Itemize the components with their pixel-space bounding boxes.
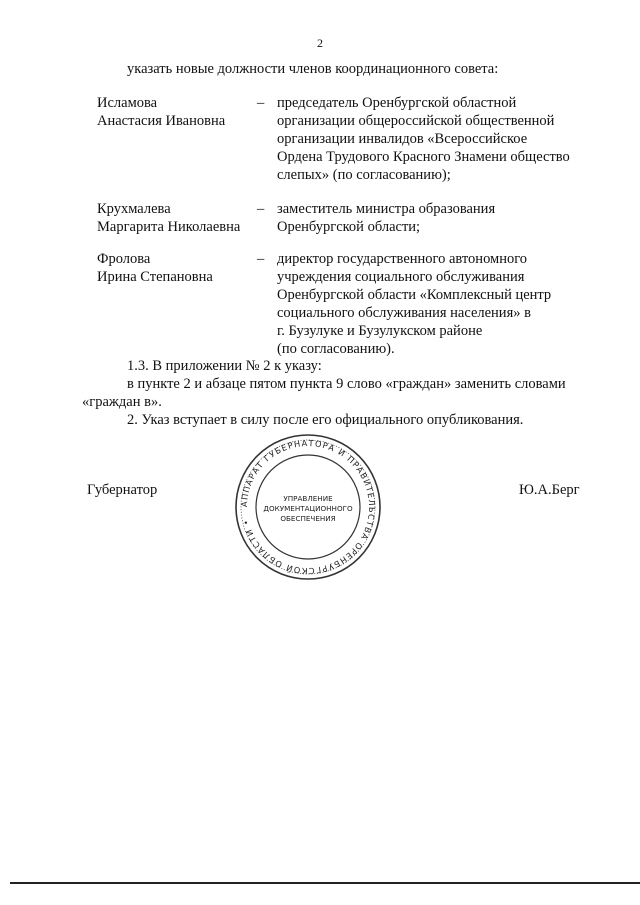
dash: – — [257, 201, 265, 217]
member-position: заместитель министра образования Оренбургской области; — [277, 201, 496, 235]
intro-line: указать новые должности членов координационного совета: — [127, 61, 499, 77]
member-position: председатель Оренбургской областной организации общероссийской общественной организации инвалидов «Всероссийское Ордена Трудового Красного Знамени общество слепых» (по согласованию); — [277, 95, 570, 183]
seal-ring-text: АППАРАТ ГУБЕРНАТОРА И ПРАВИТЕЛЬСТВА ОРЕНБУРГСКОЙ ОБЛАСТИ • — [238, 437, 378, 577]
member-name: Исламова Анастасия Ивановна — [97, 95, 226, 129]
item-1-3-text: в пункте 2 и абзаце пятом пункта 9 слово «граждан» заменить словами — [127, 376, 566, 392]
dash: – — [257, 95, 265, 111]
bottom-border-line — [10, 882, 640, 884]
item-1-3-heading: 1.3. В приложении № 2 к указу: — [127, 358, 322, 374]
member-name: Крухмалева Маргарита Николаевна — [97, 201, 241, 235]
seal-center-line-1: УПРАВЛЕНИЕ — [283, 494, 333, 503]
signature-name: Ю.А.Берг — [519, 482, 580, 498]
page-number: 2 — [317, 36, 323, 50]
seal-center-line-2: ДОКУМЕНТАЦИОННОГО — [263, 504, 353, 513]
item-1-3-text-cont: «граждан в». — [82, 394, 162, 410]
member-position: директор государственного автономного учреждения социального обслуживания Оренбургской области «Комплексный центр социального обслуживания населения» в г. Бузулуке и Бузулукском районе (по согласованию). — [277, 251, 552, 357]
item-2: 2. Указ вступает в силу после его официального опубликования. — [127, 412, 524, 428]
dash: – — [257, 251, 265, 267]
member-name: Фролова Ирина Степановна — [97, 251, 213, 285]
official-seal — [233, 432, 383, 582]
seal-center-line-3: ОБЕСПЕЧЕНИЯ — [280, 514, 336, 523]
signature-title: Губернатор — [87, 482, 158, 498]
